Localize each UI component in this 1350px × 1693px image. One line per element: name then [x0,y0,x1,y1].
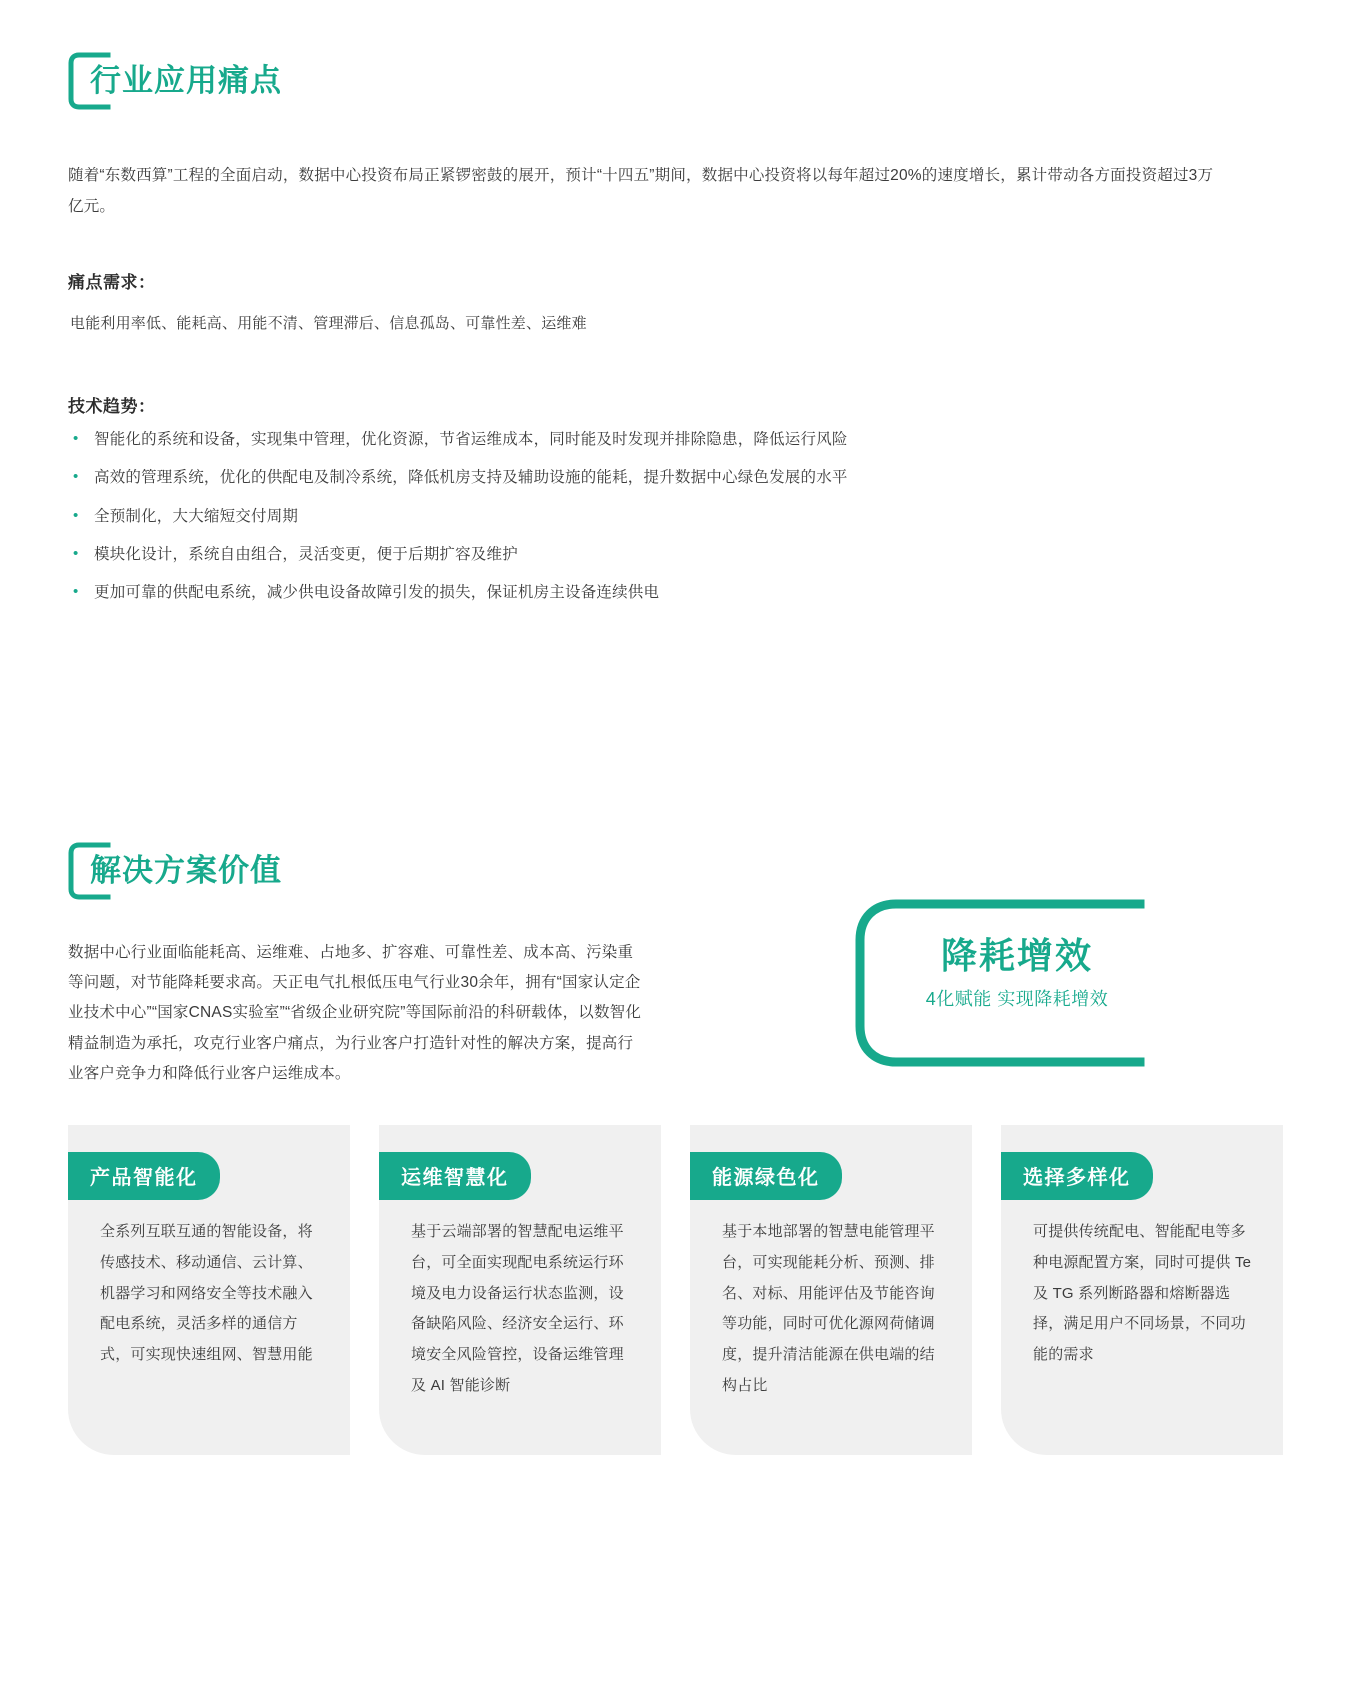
list-item [68,543,1218,566]
value-badge-text [892,934,1142,1011]
list-item-text: 模块化设计，系统自由组合，灵活变更，便于后期扩容及维护 [94,545,518,563]
value-badge [850,898,1150,1068]
list-item [68,428,1218,451]
card-tab-label: 选择多样化 [1001,1152,1153,1200]
bullet-icon: • [73,506,79,524]
list-item [68,466,1218,489]
page-title-solution-value: 解决方案价值 [90,852,282,888]
demand-text: 电能利用率低、能耗高、用能不清、管理滞后、信息孤岛、可靠性差、运维难 [70,315,587,332]
list-item-text: 高效的管理系统，优化的供配电及制冷系统，降低机房支持及辅助设施的能耗，提升数据中心绿色发展的水平 [94,469,848,487]
card-tab-label: 运维智慧化 [379,1152,531,1200]
value-badge-title: 降耗增效 [940,935,1093,976]
value-card[interactable] [68,1125,350,1455]
value-card[interactable] [690,1125,972,1455]
card-tab-label: 产品智能化 [68,1152,220,1200]
list-item [68,505,1218,528]
section-heading-pain-points [68,52,282,108]
bullet-icon: • [73,468,79,486]
subheading-demand: 痛点需求： [68,273,156,292]
value-cards [68,1125,1283,1455]
card-body-text: 全系列互联互通的智能设备，将传感技术、移动通信、云计算、机器学习和网络安全等技术融入配电系统，灵活多样的通信方式，可实现快速组网、智慧用能 [100,1223,313,1363]
bullet-icon: • [73,583,79,600]
value-badge-subtitle: 4化赋能 实现降耗增效 [925,989,1109,1010]
card-tab-label: 能源绿色化 [690,1152,842,1200]
bullet-icon: • [73,544,79,562]
list-item-text: 智能化的系统和设备，实现集中管理，优化资源，节省运维成本，同时能及时发现并排除隐患，降低运行风险 [94,431,848,448]
card-body-text: 基于云端部署的智慧配电运维平台，可全面实现配电系统运行环境及电力设备运行状态监测，设备缺陷风险、经济安全运行、环境安全风险管控，设备运维管理及 AI 智能诊断 [411,1223,624,1394]
value-card[interactable] [379,1125,661,1455]
trend-bullet-list [68,428,1218,619]
list-item [68,581,1218,604]
section-heading-solution-value [68,842,282,898]
card-body-text: 可提供传统配电、智能配电等多种电源配置方案，同时可提供 Te 及 TG 系列断路器和熔断器选择，满足用户不同场景，不同功能的需求 [1033,1223,1252,1363]
card-body-text: 基于本地部署的智慧电能管理平台，可实现能耗分析、预测、排名、对标、用能评估及节能咨询等功能，同时可优化源网荷储调度，提升清洁能源在供电端的结构占比 [722,1223,935,1394]
pain-points-intro: 随着“东数西算”工程的全面启动，数据中心投资布局正紧锣密鼓的展开，预计“十四五”期间，数据中心投资将以每年超过20%的速度增长，累计带动各方面投资超过3万亿元。 [68,167,1214,215]
page-title-pain-points: 行业应用痛点 [90,62,282,98]
solution-value-intro: 数据中心行业面临能耗高、运维难、占地多、扩容难、可靠性差、成本高、污染重等问题，对节能降耗要求高。天正电气扎根低压电气行业30余年，拥有“国家认定企业技术中心”“国家CNAS实验室”“省级企业研究院”等国际前沿的科研载体，以数智化精益制造为承托，攻克行业客户痛点，为行业客户打造针对性的解决方案，提高行业客户竞争力和降低行业客户运维成本。 [68,944,642,1082]
bullet-icon: • [73,430,79,447]
value-card[interactable] [1001,1125,1283,1455]
list-item-text: 全预制化，大大缩短交付周期 [94,507,299,525]
list-item-text: 更加可靠的供配电系统，减少供电设备故障引发的损失，保证机房主设备连续供电 [94,584,660,601]
subheading-trend: 技术趋势： [68,397,156,416]
